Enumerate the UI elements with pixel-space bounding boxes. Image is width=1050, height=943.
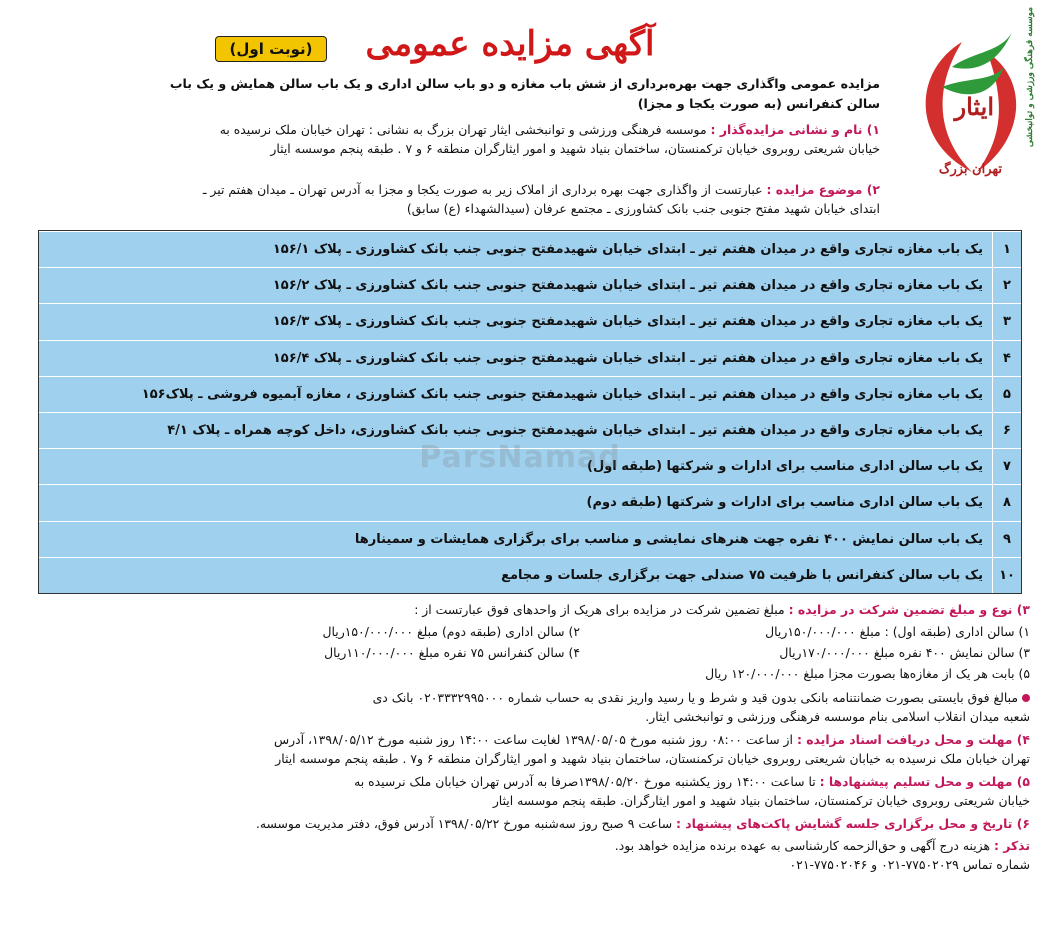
contact-numbers: شماره تماس ۷۷۵۰۲۰۲۹-۰۲۱ و ۷۷۵۰۲۰۴۶-۰۲۱ [789, 857, 1030, 872]
section-subject [40, 180, 880, 218]
section3-text: مبلغ تضمین شرکت در مزایده برای هریک از واحدهای فوق عبارتست از : [414, 602, 785, 617]
guarantee-1: ۱) سالن اداری (طبقه اول) : مبلغ ۱۵۰/۰۰۰/۰۰۰ریال [765, 624, 1030, 639]
table-row [39, 340, 1021, 376]
section4-text-2: تهران خیابان ملک نرسیده به خیابان شریعتی روبروی خیابان ترکمنستان، ساختمان بنیاد شهید و امور ایثارگران منطقه ۶ و۷ . طبقه پنجم موسسه ایثار [275, 751, 1030, 766]
row-description: یک باب مغازه تجاری واقع در میدان هفتم تیر ـ ابتدای خیابان شهیدمفتح جنوبی جنب بانک کشاورزی، داخل کوچه همراه ـ پلاک ۴/۱ [167, 423, 983, 438]
guarantee-3: ۳) سالن نمایش ۴۰۰ نفره مبلغ ۱۷۰/۰۰۰/۰۰۰ریال [779, 645, 1030, 660]
footer-note [20, 836, 1030, 874]
isar-logo [892, 6, 1042, 192]
section-documents [20, 730, 1030, 768]
section4-text-1: از ساعت ۰۸:۰۰ روز شنبه مورخ ۱۳۹۸/۰۵/۰۵ لغایت ساعت ۱۴:۰۰ روز شنبه مورخ ۱۳۹۸/۰۵/۱۲، آدرس [274, 732, 793, 747]
logo-side-text: موسسه فرهنگی ورزشی و توانبخشی [1024, 6, 1035, 148]
guarantee-2: ۲) سالن اداری (طبقه دوم) مبلغ ۱۵۰/۰۰۰/۰۰۰ریال [322, 624, 580, 639]
round-badge: (نوبت اول) [215, 36, 327, 62]
row-number: ۵ [992, 377, 1021, 412]
guarantee-note-2: شعبه میدان انقلاب اسلامی بنام موسسه فرهنگی ورزشی و توانبخشی ایثار. [645, 709, 1030, 724]
row-number: ۳ [992, 304, 1021, 339]
section-guarantee [20, 600, 1030, 619]
section2-text-2: ابتدای خیابان شهید مفتح جنوبی جنب بانک کشاورزی ـ مجتمع عرفان (سیدالشهداء (ع) سابق) [406, 201, 880, 216]
properties-table [38, 230, 1022, 594]
row-description: یک باب مغازه تجاری واقع در میدان هفتم تیر ـ ابتدای خیابان شهیدمفتح جنوبی جنب بانک کشاورزی ـ پلاک ۱۵۶/۲ [272, 278, 983, 294]
row-number: ۹ [992, 522, 1021, 557]
guarantee-4: ۴) سالن کنفرانس ۷۵ نفره مبلغ ۱۱۰/۰۰۰/۰۰۰ریال [324, 645, 580, 660]
section1-text-2: خیابان شریعتی روبروی خیابان ترکمنستان، ساختمان بنیاد شهید و امور ایثارگران منطقه ۶ و ۷ . طبقه پنجم موسسه ایثار [270, 141, 880, 156]
section1-text-1: موسسه فرهنگی ورزشی و توانبخشی ایثار تهران بزرگ به نشانی : تهران خیابان ملک نرسیده به [219, 122, 707, 137]
logo-sub-text: تهران بزرگ [938, 162, 1002, 177]
section-submission [20, 772, 1030, 810]
row-number: ۱۰ [992, 558, 1021, 593]
table-row [39, 557, 1021, 593]
intro-line-1: مزایده عمومی واگذاری جهت بهره‌برداری از شش باب مغازه و دو باب سالن اداری و یک باب سالن همایش و یک باب [169, 76, 880, 91]
logo-main-text: ایثار [954, 92, 994, 121]
row-number: ۴ [992, 341, 1021, 376]
guarantee-note-1: مبالغ فوق بایستی بصورت ضمانتنامه بانکی بدون قید و شرط و یا رسید واریز نقدی به حساب شماره ۰۲۰۳۳۳۲۹۹۵۰۰۰ بانک دی [372, 690, 1018, 705]
row-description: یک باب سالن نمایش ۴۰۰ نفره جهت هنرهای نمایشی و مناسب برای برگزاری همایشات و سمینارها [354, 531, 983, 547]
row-description: یک باب سالن اداری مناسب برای ادارات و شرکتها (طبقه دوم) [586, 495, 983, 511]
row-number: ۷ [992, 449, 1021, 484]
section4-heading: ۴) مهلت و محل دریافت اسناد مزایده : [796, 732, 1030, 747]
notice-headline: آگهی مزایده عمومی [365, 24, 655, 64]
row-number: ۲ [992, 268, 1021, 303]
guarantee-note [20, 688, 1030, 726]
row-description: یک باب سالن اداری مناسب برای ادارات و شرکتها (طبقه اول) [587, 459, 983, 475]
section-opening [20, 814, 1030, 833]
section6-heading: ۶) تاریخ و محل برگزاری جلسه گشایش پاکت‌های پیشنهاد : [676, 816, 1030, 831]
section2-heading: ۲) موضوع مزایده : [766, 182, 880, 197]
section-organizer [40, 120, 880, 158]
section2-text-1: عبارتست از واگذاری جهت بهره برداری از املاک زیر به صورت یکجا و مجزا به آدرس تهران ـ میدان هفتم تیر ـ [202, 182, 763, 197]
bullet-icon [1022, 694, 1030, 702]
footer-text: هزینه درج آگهی و حق‌الزحمه کارشناسی به عهده برنده مزایده خواهد بود. [614, 838, 991, 853]
row-number: ۶ [992, 413, 1021, 448]
intro-text [40, 74, 880, 114]
section6-text: ساعت ۹ صبح روز سه‌شنبه مورخ ۱۳۹۸/۰۵/۲۲ آدرس فوق، دفتر مدیریت موسسه. [255, 816, 673, 831]
table-row [39, 376, 1021, 412]
section1-heading: ۱) نام و نشانی مزایده‌گذار : [710, 122, 880, 137]
row-number: ۸ [992, 485, 1021, 520]
row-description: یک باب مغازه تجاری واقع در میدان هفتم تیر ـ ابتدای خیابان شهیدمفتح جنوبی جنب بانک کشاورزی ـ پلاک ۱۵۶/۳ [272, 314, 983, 330]
row-description: یک باب مغازه تجاری واقع در میدان هفتم تیر ـ ابتدای خیابان شهیدمفتح جنوبی جنب بانک کشاورزی ، مغازه آبمیوه فروشی ـ پلاک۱۵۶ [141, 386, 983, 402]
section5-text-2: خیابان شریعتی روبروی خیابان ترکمنستان، ساختمان بنیاد شهید و امور ایثارگران. طبقه پنجم موسسه ایثار [492, 793, 1030, 808]
section5-text-1: تا ساعت ۱۴:۰۰ روز یکشنبه مورخ ۱۳۹۸/۰۵/۲۰صرفا به آدرس تهران خیابان ملک نرسیده به [354, 774, 816, 789]
section5-heading: ۵) مهلت و محل تسلیم پیشنهادها : [819, 774, 1030, 789]
row-description: یک باب مغازه تجاری واقع در میدان هفتم تیر ـ ابتدای خیابان شهیدمفتح جنوبی جنب بانک کشاورزی ـ پلاک ۱۵۶/۴ [272, 350, 983, 366]
table-row [39, 231, 1021, 267]
row-number: ۱ [992, 232, 1021, 267]
table-row [39, 521, 1021, 557]
table-row [39, 303, 1021, 339]
table-row [39, 484, 1021, 520]
row-description: یک باب سالن کنفرانس با ظرفیت ۷۵ صندلی جهت برگزاری جلسات و مجامع [501, 567, 983, 583]
guarantee-5: ۵) بابت هر یک از مغازه‌ها بصورت مجزا مبلغ ۱۲۰/۰۰۰/۰۰۰ ریال [705, 666, 1030, 681]
intro-line-2: سالن کنفرانس (به صورت یکجا و مجزا) [637, 96, 880, 111]
watermark-text: ParsNamad [419, 440, 621, 475]
row-description: یک باب مغازه تجاری واقع در میدان هفتم تیر ـ ابتدای خیابان شهیدمفتح جنوبی جنب بانک کشاورزی ـ پلاک ۱۵۶/۱ [272, 242, 983, 257]
section3-heading: ۳) نوع و مبلغ تضمین شرکت در مزایده : [788, 602, 1030, 617]
table-row [39, 267, 1021, 303]
footer-heading: تذکر : [994, 838, 1030, 853]
